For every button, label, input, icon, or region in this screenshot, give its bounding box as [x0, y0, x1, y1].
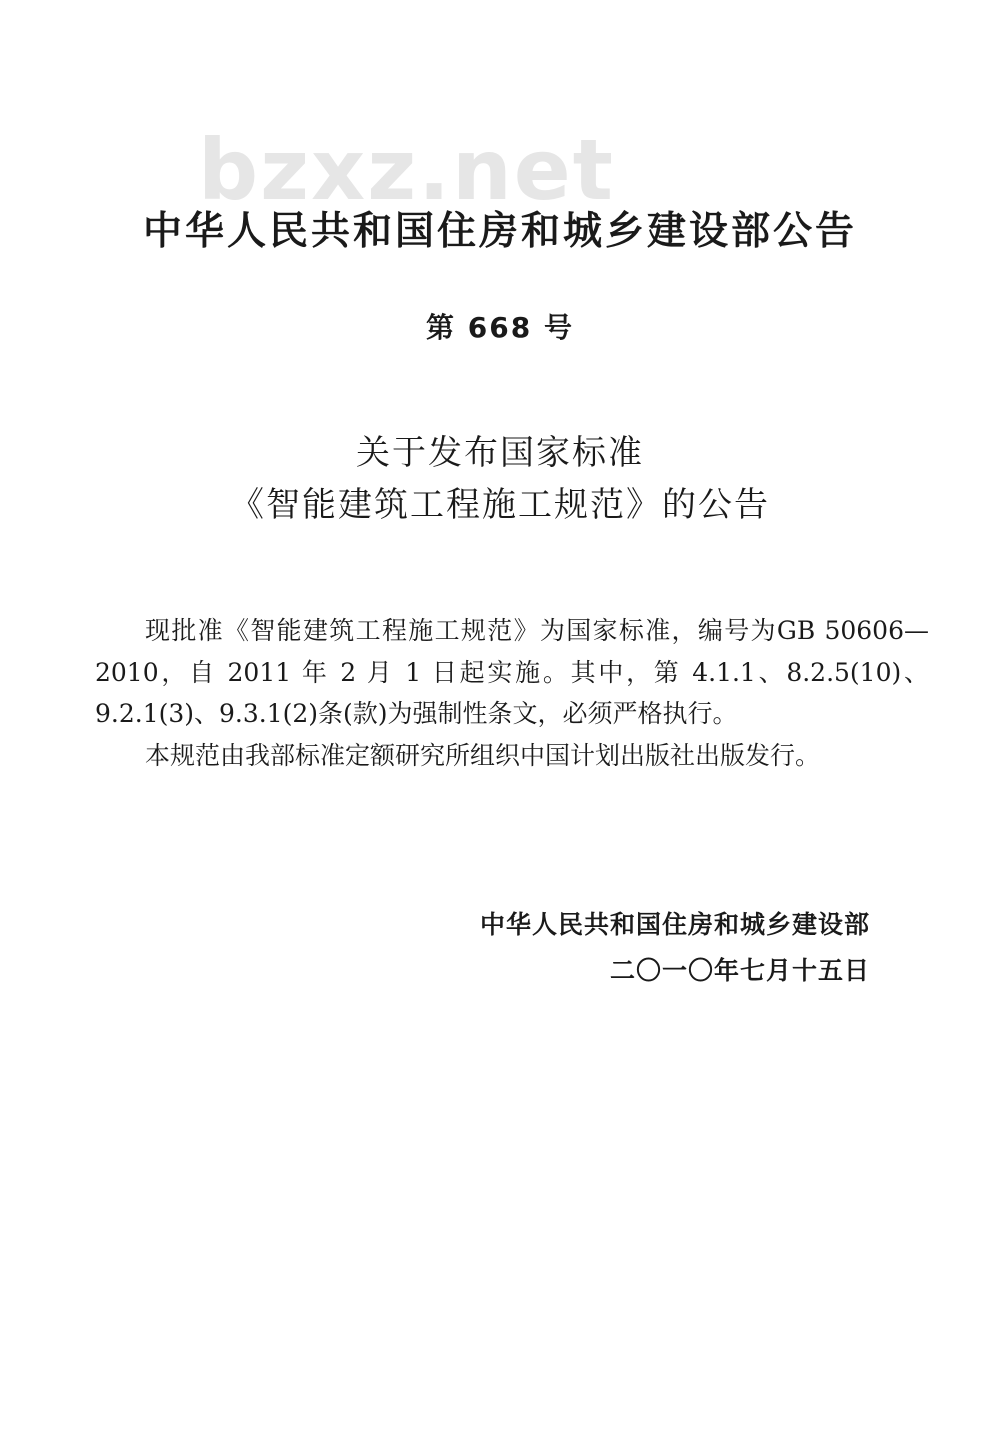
notice-body — [95, 610, 929, 776]
subtitle-line-2: 《智能建筑工程施工规范》的公告 — [230, 485, 770, 525]
body-paragraph-1: 现批准《智能建筑工程施工规范》为国家标准，编号为GB 50606—2010，自 2011 年 2 月 1 日起实施。其中，第 4.1.1、8.2.5(10)、9.2.1(3)、9.3.1(2)条(款)为强制性条文，必须严格执行。 — [95, 616, 929, 728]
body-paragraph-2: 本规范由我部标准定额研究所组织中国计划出版社出版发行。 — [145, 740, 821, 770]
watermark-text: bzxz.net — [198, 121, 615, 219]
agency-title: 中华人民共和国住房和城乡建设部公告 — [142, 209, 857, 254]
subtitle-line-1: 关于发布国家标准 — [356, 433, 644, 473]
notice-number: 第 668 号 — [426, 311, 574, 344]
signature-organization: 中华人民共和国住房和城乡建设部 — [479, 910, 870, 939]
signature-date: 二〇一〇年七月十五日 — [609, 956, 870, 985]
